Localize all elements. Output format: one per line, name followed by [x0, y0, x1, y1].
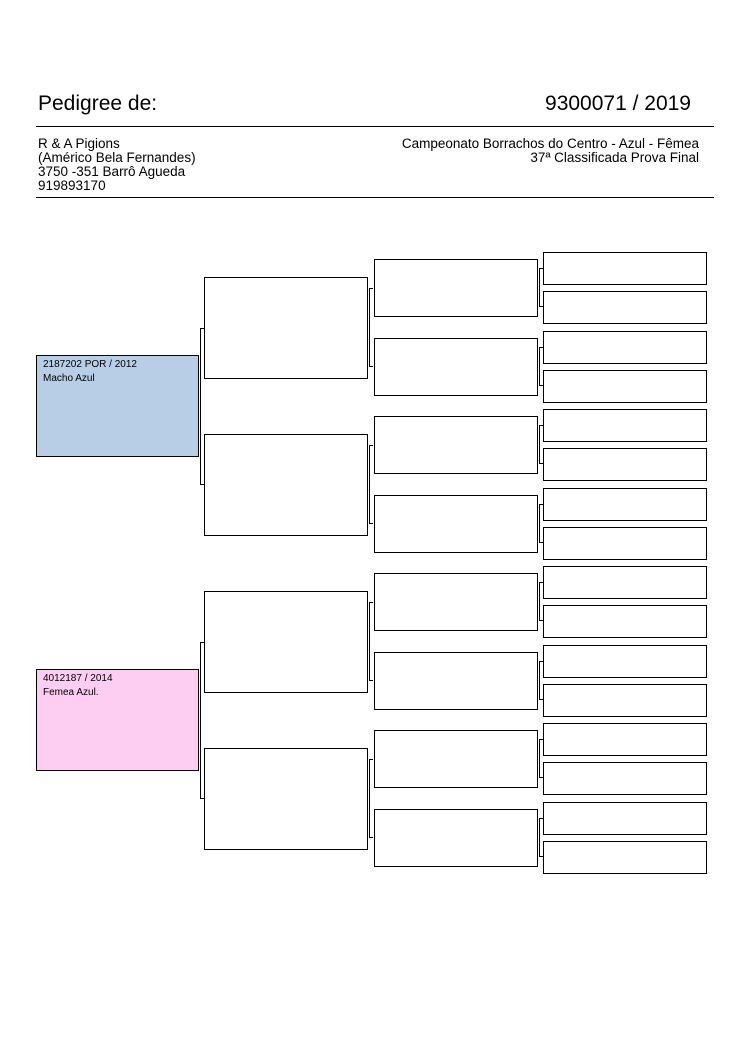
pedigree-box-gen2-2 [204, 434, 368, 536]
pedigree-box-gen4-6 [543, 448, 707, 481]
connector-gen2-1 [369, 288, 373, 367]
dam-ring: 4012187 / 2014 [43, 673, 113, 684]
sire-box [36, 355, 199, 457]
pedigree-box-gen2-3 [204, 591, 368, 693]
pigeon-ring-number: 9300071 / 2019 [545, 92, 691, 115]
pedigree-box-gen4-12 [543, 684, 707, 717]
achievement-info [402, 137, 699, 165]
pedigree-box-gen3-5 [374, 573, 538, 631]
pedigree-box-gen4-1 [543, 252, 707, 285]
owner-full-name: (Américo Bela Fernandes) [38, 150, 196, 165]
pedigree-box-gen4-4 [543, 370, 707, 403]
sire-ring: 2187202 POR / 2012 [43, 359, 137, 370]
achievement-title: Campeonato Borrachos do Centro - Azul - Fêmea [401, 136, 699, 151]
dam-box [36, 669, 199, 771]
pedigree-box-gen4-7 [543, 488, 707, 521]
pedigree-box-gen4-10 [543, 605, 707, 638]
connector-gen2-3 [369, 602, 373, 681]
pedigree-box-gen4-5 [543, 409, 707, 442]
page-title: Pedigree de: [38, 92, 158, 115]
pedigree-box-gen3-8 [374, 809, 538, 867]
pedigree-box-gen3-4 [374, 495, 538, 553]
pedigree-box-gen4-13 [543, 723, 707, 756]
dam-color: Femea Azul. [43, 687, 99, 698]
achievement-rank: 37ª Classificada Prova Final [530, 150, 699, 165]
pedigree-box-gen3-3 [374, 416, 538, 474]
owner-name: R & A Pigions [38, 136, 120, 151]
pedigree-box-gen3-7 [374, 730, 538, 788]
sire-color: Macho Azul [43, 373, 95, 384]
owner-phone: 919893170 [38, 178, 106, 193]
pedigree-box-gen3-1 [374, 259, 538, 317]
pedigree-box-gen4-3 [543, 331, 707, 364]
info-divider [36, 197, 714, 198]
pedigree-box-gen4-14 [543, 762, 707, 795]
pedigree-box-gen4-16 [543, 841, 707, 874]
pedigree-box-gen4-11 [543, 645, 707, 678]
pedigree-box-gen4-9 [543, 566, 707, 599]
owner-address: 3750 -351 Barrô Agueda [38, 164, 186, 179]
connector-gen2-4 [369, 759, 373, 838]
connector-gen2-2 [369, 445, 373, 524]
pedigree-box-gen3-6 [374, 652, 538, 710]
owner-info [38, 137, 196, 193]
pedigree-box-gen4-15 [543, 802, 707, 835]
pedigree-box-gen4-8 [543, 527, 707, 560]
pedigree-box-gen2-4 [204, 748, 368, 850]
pedigree-box-gen4-2 [543, 291, 707, 324]
pedigree-box-gen2-1 [204, 277, 368, 379]
header-divider [36, 126, 714, 127]
pedigree-box-gen3-2 [374, 338, 538, 396]
